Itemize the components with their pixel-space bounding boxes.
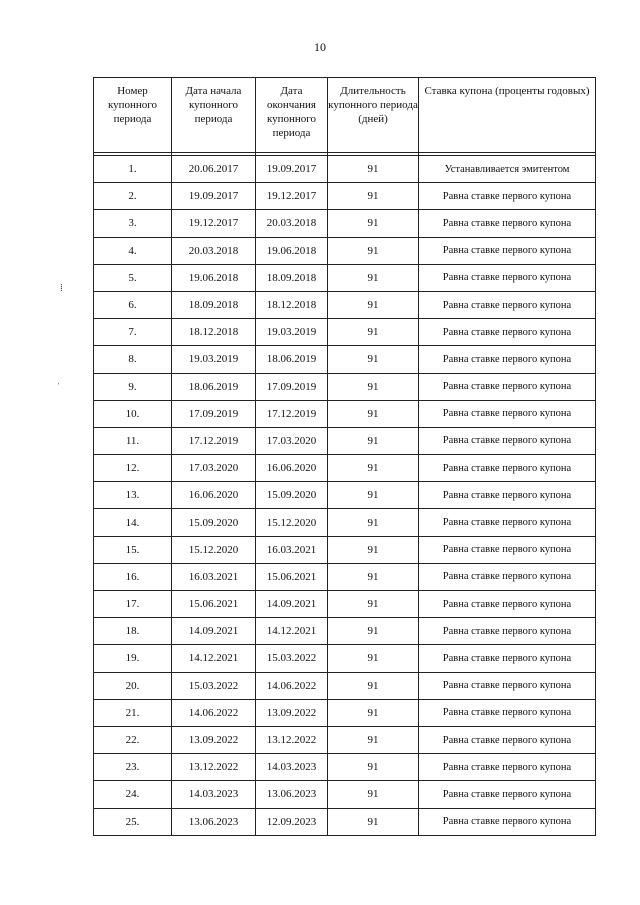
- duration-cell: 91: [328, 482, 419, 509]
- period-number-cell: 15.: [94, 536, 172, 563]
- end-date-cell: 13.12.2022: [256, 726, 328, 753]
- rate-cell: Равна ставке первого купона: [419, 781, 596, 808]
- period-number-cell: 12.: [94, 455, 172, 482]
- duration-cell: 91: [328, 726, 419, 753]
- duration-cell: 91: [328, 264, 419, 291]
- header-end-date: Дата окончания купонного периода: [256, 78, 328, 153]
- start-date-cell: 14.03.2023: [172, 781, 256, 808]
- start-date-cell: 15.03.2022: [172, 672, 256, 699]
- duration-cell: 91: [328, 400, 419, 427]
- start-date-cell: 17.03.2020: [172, 455, 256, 482]
- end-date-cell: 14.12.2021: [256, 618, 328, 645]
- rate-cell: Равна ставке первого купона: [419, 237, 596, 264]
- table-row: [94, 264, 596, 291]
- table-row: [94, 319, 596, 346]
- start-date-cell: 13.06.2023: [172, 808, 256, 835]
- table-row: [94, 563, 596, 590]
- rate-cell: Равна ставке первого купона: [419, 400, 596, 427]
- duration-cell: 91: [328, 346, 419, 373]
- end-date-cell: 12.09.2023: [256, 808, 328, 835]
- period-number-cell: 7.: [94, 319, 172, 346]
- rate-cell: Равна ставке первого купона: [419, 618, 596, 645]
- duration-cell: 91: [328, 781, 419, 808]
- rate-cell: Равна ставке первого купона: [419, 754, 596, 781]
- period-number-cell: 6.: [94, 291, 172, 318]
- duration-cell: 91: [328, 237, 419, 264]
- period-number-cell: 10.: [94, 400, 172, 427]
- start-date-cell: 19.12.2017: [172, 210, 256, 237]
- start-date-cell: 14.06.2022: [172, 699, 256, 726]
- start-date-cell: 19.09.2017: [172, 183, 256, 210]
- period-number-cell: 21.: [94, 699, 172, 726]
- period-number-cell: 24.: [94, 781, 172, 808]
- end-date-cell: 19.06.2018: [256, 237, 328, 264]
- rate-cell: Равна ставке первого купона: [419, 346, 596, 373]
- rate-cell: Равна ставке первого купона: [419, 210, 596, 237]
- period-number-cell: 3.: [94, 210, 172, 237]
- end-date-cell: 19.03.2019: [256, 319, 328, 346]
- end-date-cell: 15.12.2020: [256, 509, 328, 536]
- period-number-cell: 8.: [94, 346, 172, 373]
- period-number-cell: 1.: [94, 156, 172, 183]
- table-row: [94, 183, 596, 210]
- table-row: [94, 509, 596, 536]
- rate-cell: Равна ставке первого купона: [419, 509, 596, 536]
- end-date-cell: 16.03.2021: [256, 536, 328, 563]
- header-start-date: Дата начала купонного периода: [172, 78, 256, 153]
- duration-cell: 91: [328, 156, 419, 183]
- rate-cell: Равна ставке первого купона: [419, 291, 596, 318]
- duration-cell: 91: [328, 536, 419, 563]
- period-number-cell: 11.: [94, 427, 172, 454]
- start-date-cell: 16.06.2020: [172, 482, 256, 509]
- table-row: [94, 808, 596, 835]
- table-row: [94, 373, 596, 400]
- rate-cell: Равна ставке первого купона: [419, 645, 596, 672]
- period-number-cell: 22.: [94, 726, 172, 753]
- start-date-cell: 13.12.2022: [172, 754, 256, 781]
- rate-cell: Равна ставке первого купона: [419, 699, 596, 726]
- duration-cell: 91: [328, 672, 419, 699]
- duration-cell: 91: [328, 455, 419, 482]
- table-row: [94, 455, 596, 482]
- end-date-cell: 14.06.2022: [256, 672, 328, 699]
- table-row: [94, 346, 596, 373]
- end-date-cell: 13.06.2023: [256, 781, 328, 808]
- duration-cell: 91: [328, 591, 419, 618]
- table-row: [94, 672, 596, 699]
- end-date-cell: 16.06.2020: [256, 455, 328, 482]
- table-row: [94, 400, 596, 427]
- page-number: 10: [314, 40, 326, 54]
- start-date-cell: 15.06.2021: [172, 591, 256, 618]
- period-number-cell: 18.: [94, 618, 172, 645]
- table-row: [94, 754, 596, 781]
- table-row: [94, 618, 596, 645]
- table-row: [94, 237, 596, 264]
- period-number-cell: 23.: [94, 754, 172, 781]
- table-row: [94, 536, 596, 563]
- duration-cell: 91: [328, 291, 419, 318]
- scan-mark: ˌ: [57, 374, 61, 385]
- rate-cell: Устанавливается эмитентом: [419, 156, 596, 183]
- table-row: [94, 156, 596, 183]
- period-number-cell: 2.: [94, 183, 172, 210]
- start-date-cell: 19.03.2019: [172, 346, 256, 373]
- rate-cell: Равна ставке первого купона: [419, 672, 596, 699]
- end-date-cell: 18.09.2018: [256, 264, 328, 291]
- start-date-cell: 19.06.2018: [172, 264, 256, 291]
- duration-cell: 91: [328, 563, 419, 590]
- table-header-row: [94, 78, 596, 153]
- period-number-cell: 13.: [94, 482, 172, 509]
- rate-cell: Равна ставке первого купона: [419, 482, 596, 509]
- period-number-cell: 19.: [94, 645, 172, 672]
- start-date-cell: 18.12.2018: [172, 319, 256, 346]
- end-date-cell: 19.09.2017: [256, 156, 328, 183]
- end-date-cell: 20.03.2018: [256, 210, 328, 237]
- duration-cell: 91: [328, 319, 419, 346]
- start-date-cell: 20.06.2017: [172, 156, 256, 183]
- duration-cell: 91: [328, 808, 419, 835]
- end-date-cell: 15.06.2021: [256, 563, 328, 590]
- start-date-cell: 18.06.2019: [172, 373, 256, 400]
- start-date-cell: 14.09.2021: [172, 618, 256, 645]
- start-date-cell: 20.03.2018: [172, 237, 256, 264]
- start-date-cell: 14.12.2021: [172, 645, 256, 672]
- duration-cell: 91: [328, 373, 419, 400]
- duration-cell: 91: [328, 754, 419, 781]
- end-date-cell: 17.12.2019: [256, 400, 328, 427]
- period-number-cell: 16.: [94, 563, 172, 590]
- scan-mark: ⁞: [60, 283, 63, 294]
- start-date-cell: 15.12.2020: [172, 536, 256, 563]
- coupon-schedule-table: [93, 77, 596, 836]
- end-date-cell: 15.09.2020: [256, 482, 328, 509]
- table-row: [94, 699, 596, 726]
- start-date-cell: 17.12.2019: [172, 427, 256, 454]
- rate-cell: Равна ставке первого купона: [419, 455, 596, 482]
- table-row: [94, 482, 596, 509]
- end-date-cell: 17.09.2019: [256, 373, 328, 400]
- rate-cell: Равна ставке первого купона: [419, 563, 596, 590]
- rate-cell: Равна ставке первого купона: [419, 808, 596, 835]
- header-period-number: Номер купонного периода: [94, 78, 172, 153]
- period-number-cell: 4.: [94, 237, 172, 264]
- duration-cell: 91: [328, 618, 419, 645]
- rate-cell: Равна ставке первого купона: [419, 591, 596, 618]
- duration-cell: 91: [328, 183, 419, 210]
- rate-cell: Равна ставке первого купона: [419, 536, 596, 563]
- period-number-cell: 17.: [94, 591, 172, 618]
- header-duration: Длительность купонного периода (дней): [328, 78, 419, 153]
- end-date-cell: 14.09.2021: [256, 591, 328, 618]
- rate-cell: Равна ставке первого купона: [419, 427, 596, 454]
- period-number-cell: 9.: [94, 373, 172, 400]
- duration-cell: 91: [328, 427, 419, 454]
- header-coupon-rate: Ставка купона (проценты годовых): [419, 78, 596, 153]
- table-row: [94, 591, 596, 618]
- duration-cell: 91: [328, 210, 419, 237]
- duration-cell: 91: [328, 509, 419, 536]
- end-date-cell: 14.03.2023: [256, 754, 328, 781]
- rate-cell: Равна ставке первого купона: [419, 373, 596, 400]
- start-date-cell: 13.09.2022: [172, 726, 256, 753]
- rate-cell: Равна ставке первого купона: [419, 183, 596, 210]
- table-row: [94, 427, 596, 454]
- duration-cell: 91: [328, 645, 419, 672]
- period-number-cell: 20.: [94, 672, 172, 699]
- start-date-cell: 17.09.2019: [172, 400, 256, 427]
- end-date-cell: 15.03.2022: [256, 645, 328, 672]
- end-date-cell: 17.03.2020: [256, 427, 328, 454]
- end-date-cell: 18.12.2018: [256, 291, 328, 318]
- rate-cell: Равна ставке первого купона: [419, 319, 596, 346]
- period-number-cell: 25.: [94, 808, 172, 835]
- end-date-cell: 19.12.2017: [256, 183, 328, 210]
- table-row: [94, 645, 596, 672]
- period-number-cell: 14.: [94, 509, 172, 536]
- rate-cell: Равна ставке первого купона: [419, 264, 596, 291]
- end-date-cell: 13.09.2022: [256, 699, 328, 726]
- start-date-cell: 15.09.2020: [172, 509, 256, 536]
- table-row: [94, 726, 596, 753]
- rate-cell: Равна ставке первого купона: [419, 726, 596, 753]
- start-date-cell: 16.03.2021: [172, 563, 256, 590]
- table-row: [94, 781, 596, 808]
- period-number-cell: 5.: [94, 264, 172, 291]
- table-row: [94, 210, 596, 237]
- end-date-cell: 18.06.2019: [256, 346, 328, 373]
- table-body: [94, 156, 596, 836]
- start-date-cell: 18.09.2018: [172, 291, 256, 318]
- duration-cell: 91: [328, 699, 419, 726]
- table-row: [94, 291, 596, 318]
